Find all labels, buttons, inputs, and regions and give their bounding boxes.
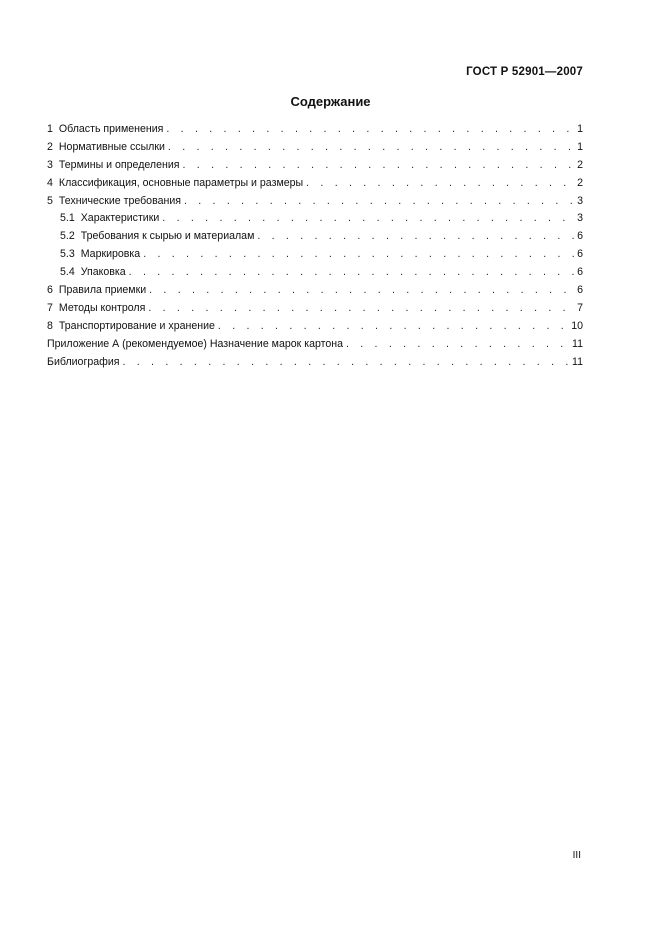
toc-entry-title: Упаковка — [80, 266, 126, 279]
toc-dot-leader — [184, 193, 574, 211]
toc-entry-number: 6 — [47, 284, 53, 297]
toc-entry-number: 7 — [47, 301, 53, 314]
toc-entry[interactable] — [47, 282, 583, 300]
toc-dot-leader — [148, 300, 574, 318]
toc-title: Содержание — [290, 94, 371, 109]
toc-entry-page: 7 — [577, 301, 583, 314]
toc-dot-leader — [183, 157, 575, 175]
toc-entry-number: 2 — [47, 140, 53, 153]
toc-entry-page: 6 — [577, 284, 583, 297]
toc-entry-title: Технические требования — [58, 194, 181, 207]
toc-dot-leader — [306, 175, 574, 193]
toc-dot-leader — [143, 246, 574, 264]
toc-entry-number: 8 — [47, 319, 53, 332]
document-code: ГОСТ Р 52901—2007 — [466, 66, 583, 78]
toc-entry-page: 1 — [577, 140, 583, 153]
toc-entry[interactable] — [47, 354, 583, 372]
toc-entry-title: Характеристики — [80, 212, 160, 225]
toc-dot-leader — [166, 121, 574, 139]
toc-entry-page: 2 — [577, 158, 583, 171]
toc-entry-number: 5.3 — [60, 248, 75, 261]
toc-entry-page: 2 — [577, 176, 583, 189]
toc-dot-leader — [149, 282, 574, 300]
toc-dot-leader — [162, 210, 574, 228]
toc-entry-title: Библиография — [47, 355, 120, 368]
toc-entry-page: 6 — [577, 266, 583, 279]
toc-dot-leader — [122, 354, 569, 372]
toc-entry-number: 1 — [47, 123, 53, 135]
toc-entry-number: 5.1 — [60, 212, 75, 225]
toc-entry[interactable] — [47, 193, 583, 211]
toc-entry[interactable] — [47, 210, 583, 228]
toc-entry-number: 5.2 — [60, 230, 75, 243]
toc-entry-number: 5 — [47, 194, 53, 207]
toc-entry[interactable] — [47, 157, 583, 175]
toc-entry-page: 10 — [571, 319, 583, 332]
toc-entry-page: 6 — [577, 230, 583, 243]
table-of-contents — [47, 121, 583, 371]
toc-dot-leader — [257, 228, 574, 246]
toc-entry[interactable] — [47, 175, 583, 193]
toc-entry-page: 3 — [577, 194, 583, 207]
toc-entry[interactable] — [47, 228, 583, 246]
toc-dot-leader — [129, 264, 574, 282]
toc-entry-number: 4 — [47, 176, 53, 189]
toc-entry-page: 11 — [572, 355, 583, 368]
toc-dot-leader — [346, 336, 569, 354]
toc-entry[interactable] — [47, 300, 583, 318]
toc-entry-title: Правила приемки — [58, 284, 147, 297]
toc-entry-page: 1 — [577, 123, 583, 135]
toc-entry-page: 6 — [577, 248, 583, 261]
toc-entry-page: 3 — [577, 212, 583, 225]
toc-dot-leader — [168, 139, 574, 157]
toc-entry-number: 3 — [47, 158, 53, 171]
toc-dot-leader — [218, 318, 568, 336]
toc-entry-page: 11 — [572, 337, 583, 350]
toc-entry-title: Приложение А (рекомендуемое) Назначение марок картона — [47, 337, 343, 350]
toc-entry-title: Нормативные ссылки — [58, 140, 165, 153]
toc-entry[interactable] — [47, 121, 583, 139]
toc-entry[interactable] — [47, 336, 583, 354]
page-number: III — [572, 850, 581, 861]
toc-entry-title: Классификация, основные параметры и размеры — [58, 176, 304, 189]
toc-entry-title: Область применения — [58, 123, 164, 135]
toc-entry[interactable] — [47, 139, 583, 157]
toc-entry-title: Методы контроля — [58, 301, 146, 314]
toc-entry[interactable] — [47, 246, 583, 264]
toc-entry[interactable] — [47, 264, 583, 282]
toc-entry-number: 5.4 — [60, 266, 75, 279]
toc-entry-title: Маркировка — [80, 248, 141, 261]
toc-entry-title: Транспортирование и хранение — [58, 319, 215, 332]
toc-entry[interactable] — [47, 318, 583, 336]
toc-entry-title: Требования к сырью и материалам — [80, 230, 255, 243]
toc-entry-title: Термины и определения — [58, 158, 180, 171]
